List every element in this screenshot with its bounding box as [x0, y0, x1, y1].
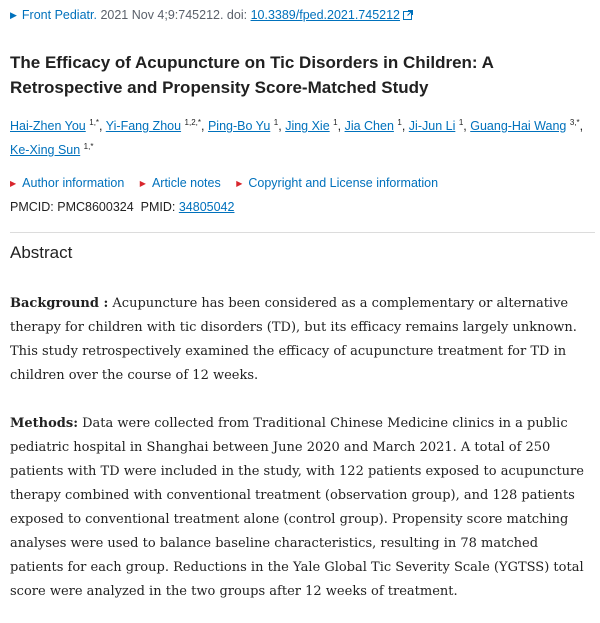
- author-information-link[interactable]: ▶ Author information: [10, 176, 125, 190]
- pmid-link[interactable]: 34805042: [178, 200, 235, 214]
- author-affiliation: 1: [333, 117, 338, 127]
- citation-line: [10, 8, 413, 22]
- background-label: Background :: [10, 296, 109, 311]
- author-link[interactable]: Ji-Jun Li: [408, 119, 456, 133]
- abstract-heading: Abstract: [10, 243, 73, 262]
- author-affiliation: 1,*: [89, 117, 100, 127]
- pmcid-value: PMC8600324: [57, 200, 134, 214]
- article-title: The Efficacy of Acupuncture on Tic Disorders in Children: A Retrospective and Propensity Score-Matched Study: [10, 53, 494, 97]
- author-link[interactable]: Jia Chen: [344, 119, 394, 133]
- author-link[interactable]: Yi-Fang Zhou: [105, 119, 182, 133]
- author-affiliation: 1,*: [83, 141, 94, 151]
- background-text: Acupuncture has been considered as a complementary or alternative therapy for children with tic disorders (TD), but its efficacy remains largely unknown. This study retrospectively examined the efficacy of acupuncture treatment for TD in children over the course of 12 weeks.: [10, 296, 577, 383]
- citation-details: 2021 Nov 4;9:745212. doi:: [96, 8, 251, 22]
- article-ids: [10, 200, 234, 214]
- article-notes-link[interactable]: ▶ Article notes: [139, 176, 221, 190]
- author-affiliation: 1: [273, 117, 279, 127]
- abstract-background: [10, 292, 595, 388]
- author-link[interactable]: Hai-Zhen You: [10, 119, 86, 133]
- divider: [10, 232, 595, 233]
- author-link[interactable]: Ping-Bo Yu: [207, 119, 271, 133]
- triangle-right-icon: ▶: [236, 179, 243, 188]
- author-affiliation: 1,2,*: [184, 117, 202, 127]
- copyright-license-link[interactable]: ▶ Copyright and License information: [236, 176, 439, 190]
- triangle-right-icon: ▶: [139, 179, 146, 188]
- pmid-label: PMID:: [140, 200, 179, 214]
- author-link[interactable]: Guang-Hai Wang: [470, 119, 567, 133]
- author-link[interactable]: Ke-Xing Sun: [10, 143, 81, 157]
- journal-link[interactable]: Front Pediatr.: [21, 8, 97, 22]
- author-list: Hai-Zhen You $^{1,*}$, Yi-Fang Zhou $^{1,2,*}$, Ping-Bo Yu $^1$, Jing Xie $^1$, Jia Chen $^1$, Ji-Jun Li $^1$, Guang-Hai Wang $^{3,*}$, Ke-Xing Sun $^{1,*}$: [10, 117, 584, 157]
- triangle-right-icon: ▶: [10, 10, 17, 20]
- methods-text: Data were collected from Traditional Chinese Medicine clinics in a public pediatric hospital in Shanghai between June 2020 and March 2021. A total of 250 patients with TD were included in the study, with 122 patients exposed to acupuncture therapy combined with conventional treatment (observation group), and 128 patients exposed to conventional treatment alone (control group). Propensity score matching analyses were used to balance baseline characteristics, resulting in 78 matched patients for each group. Reductions in the Yale Global Tic Severity Scale (YGTSS) total score were analyzed in the two groups after 12 weeks of treatment.: [10, 416, 584, 599]
- pmcid-label: PMCID:: [10, 200, 58, 214]
- abstract-methods: [10, 412, 595, 604]
- author-link[interactable]: Jing Xie: [285, 119, 330, 133]
- author-affiliation: 1: [458, 117, 464, 127]
- author-affiliation: 1: [397, 117, 402, 127]
- external-link-icon[interactable]: [403, 10, 413, 20]
- article-meta-links: [10, 176, 450, 190]
- triangle-right-icon: ▶: [10, 179, 17, 188]
- methods-label: Methods:: [10, 416, 78, 431]
- author-affiliation: 3,*: [569, 117, 580, 127]
- doi-link[interactable]: 10.3389/fped.2021.745212: [250, 8, 401, 22]
